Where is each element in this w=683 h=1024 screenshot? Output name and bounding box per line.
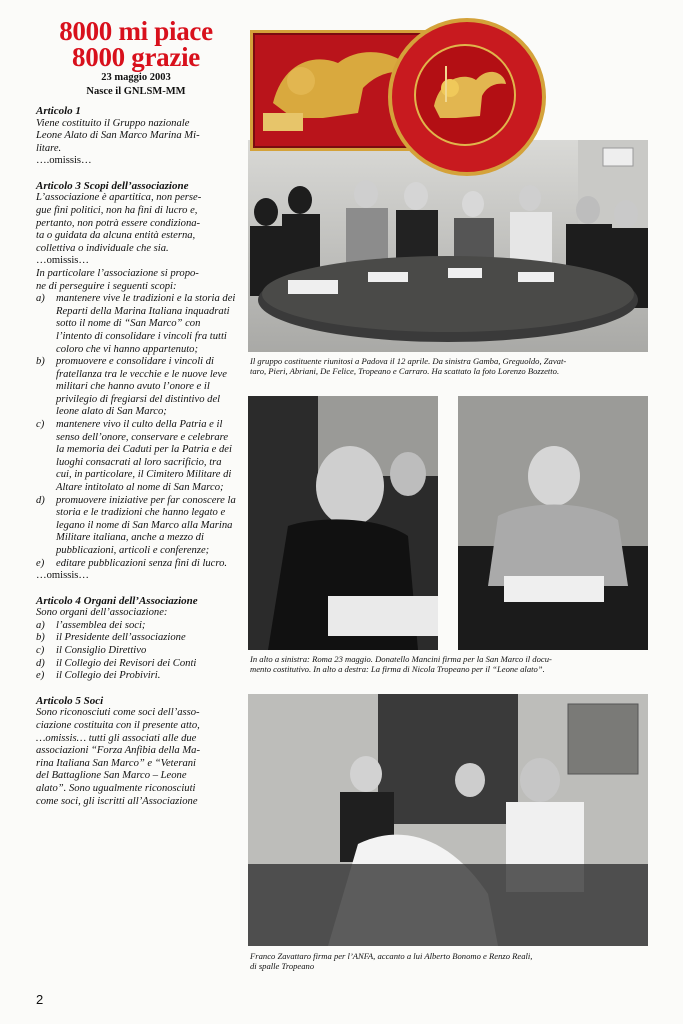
list-item xyxy=(36,293,236,356)
article-text-line: ne di perseguire i seguenti scopi: xyxy=(36,280,177,292)
winged-lion-icon xyxy=(416,46,514,144)
article-text-line: del Battaglione San Marco – Leone xyxy=(36,770,187,782)
article-text-line: …omissis… tutti gli associati alle due xyxy=(36,732,197,744)
article-text-line: associazioni “Forza Anfibia della Ma- xyxy=(36,745,201,757)
caption-line: Franco Zavattaro firma per l’ANFA, accanto a lui Alberto Bonomo e Renzo Reali, xyxy=(250,951,533,961)
list-item-text: promuovere e consolidare i vincoli di fratellanza tra le vecchie e le nuove leve militari che hanno avuto l’onore e il privilegio di fregiarsi del distintivo del leone alato di San Marco; xyxy=(56,356,227,418)
roma-signing-photo xyxy=(248,396,438,650)
list-item xyxy=(36,620,236,633)
article-text-line: alato”. Sono ugualmente riconosciuti xyxy=(36,782,196,794)
list-marker: b) xyxy=(36,356,45,368)
list-item-text: il Presidente dell’associazione xyxy=(56,632,186,644)
aims-list xyxy=(36,293,236,570)
zavattaro-image xyxy=(248,694,648,946)
caption-line: In alto a sinistra: Roma 23 maggio. Donatello Mancini firma per la San Marco il docu- xyxy=(250,654,552,664)
caption-line: taro, Pieri, Abriani, De Felice, Tropeano e Carraro. Ha scattato la foto Lorenzo Bozzetto. xyxy=(250,366,560,377)
article-heading: Articolo 5 Soci xyxy=(36,694,104,707)
omissis: …omissis… xyxy=(36,255,89,267)
headline-line-1: 8000 mi piace xyxy=(59,16,213,46)
article-4 xyxy=(36,595,236,683)
article-heading: Articolo 1 xyxy=(36,105,81,117)
article-text-line: come soci, gli iscritti all’Associazione xyxy=(36,795,198,807)
organs-list xyxy=(36,620,236,683)
list-item xyxy=(36,658,236,671)
list-marker: a) xyxy=(36,293,45,305)
list-item-text: l’assemblea dei soci; xyxy=(56,619,146,631)
list-marker: d) xyxy=(36,494,45,506)
headline xyxy=(36,18,236,70)
roma-signing-image xyxy=(248,396,438,650)
text-column xyxy=(36,18,236,808)
article-text-line: Leone Alato di San Marco Marina Mi- xyxy=(36,130,200,142)
list-item-text: il Consiglio Direttivo xyxy=(56,645,147,657)
caption-line: di spalle Tropeano xyxy=(250,961,315,972)
article-5 xyxy=(36,695,236,808)
list-item xyxy=(36,632,236,645)
seal-center xyxy=(414,44,516,146)
list-item xyxy=(36,356,236,419)
article-text-line: collettiva o individuale che sia. xyxy=(36,242,169,254)
omissis: …omissis… xyxy=(36,570,89,582)
tropeano-signing-photo xyxy=(458,396,648,650)
list-item-text: il Collegio dei Probiviri. xyxy=(56,670,161,682)
omissis: ….omissis… xyxy=(36,155,92,167)
caption-line: mento costitutivo. In alto a destra: La firma di Nicola Tropeano per il “Leone alato”. xyxy=(250,664,545,675)
list-marker: c) xyxy=(36,419,45,431)
signing-photos-caption xyxy=(250,654,650,675)
page-number: 2 xyxy=(36,992,44,1007)
article-heading: Articolo 4 Organi dell’Associazione xyxy=(36,594,198,607)
article-text-line: ciazione costituita con il presente atto, xyxy=(36,719,200,731)
association-seal xyxy=(388,18,546,176)
article-text-line: ta o guidata da alcuna entità esterna, xyxy=(36,230,196,242)
list-marker: d) xyxy=(36,657,45,669)
article-text-line: rina Italiana San Marco” e “Veterani xyxy=(36,757,196,769)
date-line: 23 maggio 2003 xyxy=(101,72,171,83)
list-marker: e) xyxy=(36,557,45,569)
article-text-line: gue fini politici, non ha fini di lucro e, xyxy=(36,204,198,216)
list-marker: a) xyxy=(36,619,45,631)
list-item-text: mantenere vive le tradizioni e la storia dei Reparti della Marina Italiana inquadrati sotto il nome di “San Marco” con l’intento di consolidare i vincoli fra tutti coloro che vi hanno appartenuto; xyxy=(56,293,236,355)
list-item-text: editare pubblicazioni senza fini di lucro. xyxy=(56,557,228,569)
list-item xyxy=(36,645,236,658)
article-text-line: Sono riconosciuti come soci dell’asso- xyxy=(36,707,200,719)
zavattaro-photo xyxy=(248,694,648,946)
list-item xyxy=(36,670,236,683)
list-item xyxy=(36,558,236,571)
article-text-line: L’associazione è apartitica, non perse- xyxy=(36,192,202,204)
headline-line-2: 8000 grazie xyxy=(72,42,200,72)
list-item xyxy=(36,495,236,558)
list-item-text: mantenere vivo il culto della Patria e il senso dell’onore, conservare e celebrare la memoria dei Caduti per la Patria e dei luoghi consacrati al loro sacrificio, tra cui, in particolare, il Cimitero Militare di Altare intitolato al nome di San Marco; xyxy=(56,419,232,494)
list-marker: b) xyxy=(36,632,45,644)
group-photo-caption xyxy=(250,356,650,377)
article-text-line: In particolare l’associazione si propo- xyxy=(36,267,199,279)
article-heading: Articolo 3 Scopi dell’associazione xyxy=(36,179,189,192)
article-text-line: Sono organi dell’associazione: xyxy=(36,607,168,619)
zavattaro-photo-caption xyxy=(250,951,650,972)
caption-line: Il gruppo costituente riunitosi a Padova il 12 aprile. Da sinistra Gamba, Greguoldo, Zavat- xyxy=(250,356,567,366)
list-marker: e) xyxy=(36,670,45,682)
tropeano-signing-image xyxy=(458,396,648,650)
list-item-text: promuovere iniziative per far conoscere la storia e le tradizioni che hanno legato e legano il nome di San Marco alla Marina Militare italiana, anche a mezzo di pubblicazioni, articoli e conferenze; xyxy=(56,494,236,556)
article-3 xyxy=(36,180,236,583)
list-item-text: il Collegio dei Revisori dei Conti xyxy=(56,657,197,669)
article-text-line: pertanto, non potrà essere condiziona- xyxy=(36,217,201,229)
list-item xyxy=(36,419,236,495)
article-text-line: litare. xyxy=(36,142,62,154)
article-text-line: Viene costituito il Gruppo nazionale xyxy=(36,117,190,129)
article-1 xyxy=(36,105,236,168)
subtitle: Nasce il GNLSM-MM xyxy=(86,86,186,97)
list-marker: c) xyxy=(36,645,45,657)
